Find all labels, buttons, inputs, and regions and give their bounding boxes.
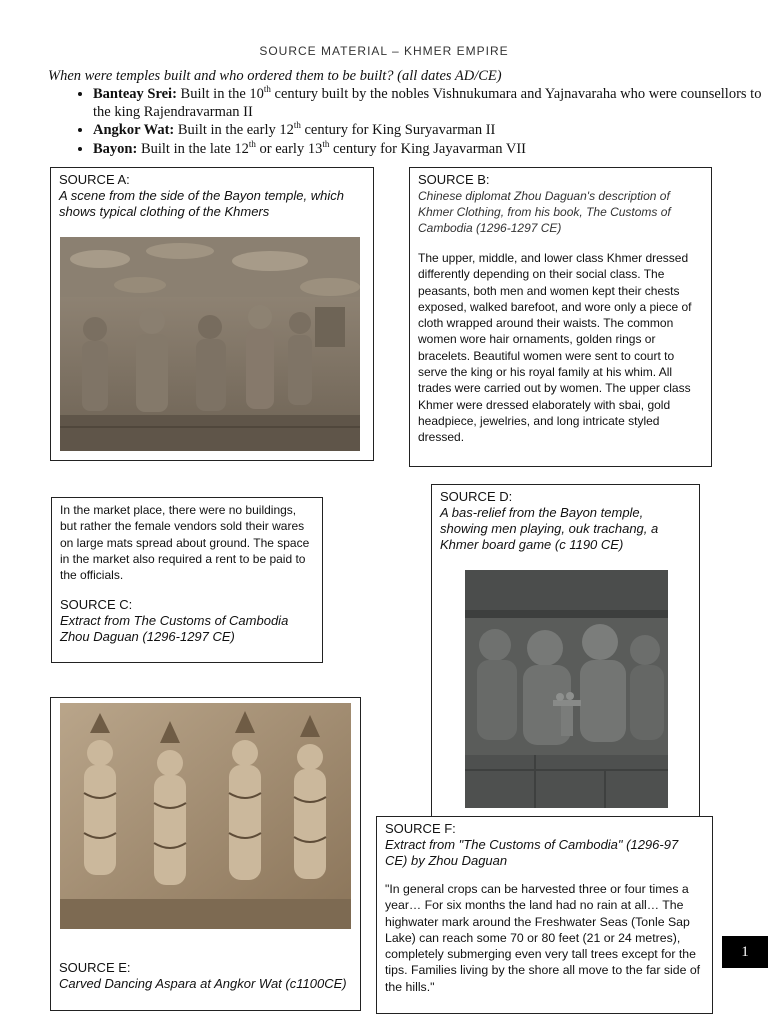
list-item-bayon: • Bayon: Built in the late 12th or early 13th century for King Jayavarman VII	[93, 141, 768, 159]
question-text: When were temples built and who ordered them to be built? (all dates AD/CE)	[48, 68, 502, 84]
source-d-label: SOURCE D:	[440, 489, 513, 504]
source-f-box	[376, 816, 713, 1014]
list-item-banteay-srei: • Banteay Srei: Built in the 10th century built by the nobles Vishnukumara and Yajnavaraha who were counsellors to the king Rajendravarman II	[93, 86, 768, 121]
source-b-text: The upper, middle, and lower class Khmer dressed differently depending on their social class. The peasants, both men and women kept their chests exposed, walked barefoot, and wore only a piece of cloth wrapped around their waists. The common women wore hair ornaments, golden rings or bracelets. Beautiful women were sent to court to serve the king or his royal family at his whim. All trades were carried out by women. The upper class Khmer were dressed elaborately with sbai, gold headpiece, jewelries, and long intricate styled dressed.	[418, 251, 692, 445]
temple-list	[68, 86, 768, 159]
source-a-caption: A scene from the side of the Bayon temple, which shows typical clothing of the Khmers	[59, 188, 344, 219]
source-e-caption: Carved Dancing Aspara at Angkor Wat (c1100CE)	[59, 976, 347, 991]
source-f-label: SOURCE F:	[385, 821, 456, 836]
source-b-caption: Chinese diplomat Zhou Daguan's description of Khmer Clothing, from his book, The Customs of Cambodia (1296-1297 CE)	[418, 189, 671, 235]
source-b-box	[409, 167, 712, 467]
bayon-clothing-relief-image	[60, 237, 360, 451]
page-header: SOURCE MATERIAL – KHMER EMPIRE	[259, 44, 509, 58]
source-c-text: In the market place, there were no buildings, but rather the female vendors sold their wares on large mats spread about ground. The space in the market also required a rent to be paid to the officials.	[60, 503, 310, 583]
source-f-text: "In general crops can be harvested three or four times a year… For six months the land had no rain at all… The highwater mark around the Freshwater Seas (Tonle Sap Lake) can reach some 70 or 80 feet (21 or 24 metres), completely submerging even very tall trees except for the tips. Families living by the shore all move to the far side of the hills."	[385, 882, 701, 994]
page-number: 1	[722, 936, 768, 968]
source-a-label: SOURCE A:	[59, 172, 130, 187]
source-c-caption: Extract from The Customs of Cambodia Zhou Daguan (1296-1297 CE)	[60, 613, 289, 645]
list-item-angkor-wat: • Angkor Wat: Built in the early 12th century for King Suryavarman II	[93, 122, 768, 140]
dancing-apsara-relief-image	[60, 703, 351, 929]
source-f-caption: Extract from "The Customs of Cambodia" (1296-97 CE) by Zhou Daguan	[385, 837, 679, 868]
bayon-board-game-relief-image	[465, 570, 668, 808]
source-d-caption: A bas-relief from the Bayon temple, showing men playing, ouk trachang, a Khmer board game (c 1190 CE)	[440, 505, 659, 552]
source-b-label: SOURCE B:	[418, 172, 490, 187]
source-c-label: SOURCE C:	[60, 597, 133, 613]
source-c-box	[51, 497, 323, 663]
source-e-label: SOURCE E:	[59, 960, 131, 975]
